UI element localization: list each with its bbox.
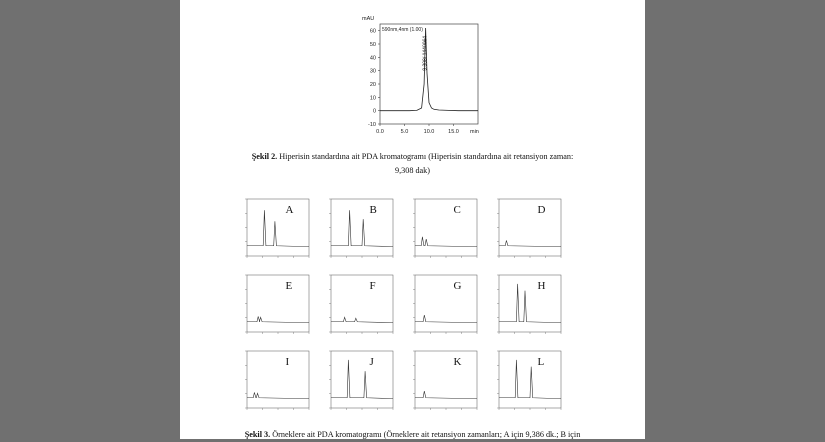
plot-frame — [380, 24, 478, 124]
panel-frame — [415, 351, 477, 408]
chromatogram-panel-i — [235, 344, 313, 416]
panel-letter: B — [369, 204, 377, 216]
x-tick-label: 5.0 — [400, 129, 409, 135]
panel-trace — [331, 210, 393, 247]
chromatogram-panel-f — [319, 268, 397, 340]
panel-trace — [331, 360, 393, 399]
panel-trace — [415, 315, 477, 323]
figure-3-grid — [235, 192, 570, 420]
figure-2-caption — [180, 150, 645, 164]
panel-trace — [415, 237, 477, 247]
x-tick-label: 0.0 — [376, 129, 384, 135]
panel-letter: E — [285, 280, 293, 292]
panel-letter: K — [453, 356, 462, 368]
panel-frame — [499, 199, 561, 256]
panel-frame — [331, 351, 393, 408]
chromatogram-panel-d — [487, 192, 565, 264]
panel-trace — [415, 391, 477, 399]
panel-frame — [415, 199, 477, 256]
panel-trace — [499, 240, 561, 246]
chromatogram-panel-b — [319, 192, 397, 264]
figure-2-chromatogram — [358, 12, 498, 144]
figure-2-caption-label: Şekil 2. — [251, 152, 278, 161]
panel-letter: H — [537, 280, 546, 292]
figure-3-caption-label: Şekil 3. — [244, 430, 271, 439]
document-page — [180, 0, 645, 439]
panel-frame — [415, 275, 477, 332]
x-tick-label: 15.0 — [448, 129, 459, 135]
figure-2-caption-line2: 9,308 dak) — [394, 166, 431, 175]
y-tick-label: 10 — [369, 95, 376, 102]
chromatogram-panel-l — [487, 344, 565, 416]
y-axis-label: mAU — [362, 16, 375, 22]
y-tick-label: 50 — [369, 42, 376, 48]
panel-trace — [331, 317, 393, 322]
x-axis-unit: min — [470, 129, 479, 135]
panel-frame — [247, 199, 309, 256]
x-tick-label: 10.0 — [423, 129, 435, 135]
figure-3-caption-text: Örneklere ait PDA kromatogramı (Örneklere ait retansiyon zamanları; A için 9,386 dk.; B için — [270, 430, 581, 439]
figure-3-caption — [180, 428, 645, 442]
peak-label: 9.308/ 1440064 — [422, 35, 429, 71]
y-tick-label: 40 — [369, 55, 376, 62]
panel-frame — [247, 275, 309, 332]
panel-letter: J — [369, 356, 374, 368]
chromatogram-panel-a — [235, 192, 313, 264]
y-tick-label: 30 — [369, 68, 376, 75]
panel-frame — [331, 199, 393, 256]
chromatogram-panel-c — [403, 192, 481, 264]
panel-frame — [499, 351, 561, 408]
figure-2-caption-text: Hiperisin standardına ait PDA kromatogramı (Hiperisin standardına ait retansiyon zaman: — [277, 152, 574, 161]
panel-trace — [499, 360, 561, 399]
panel-letter: L — [537, 356, 545, 368]
panel-frame — [499, 275, 561, 332]
y-tick-label: 0 — [372, 108, 376, 115]
chromatogram-panel-h — [487, 268, 565, 340]
y-tick-label: 60 — [369, 28, 376, 35]
chromatogram-panel-e — [235, 268, 313, 340]
panel-trace — [247, 316, 309, 322]
panel-letter: A — [285, 204, 294, 216]
panel-letter: G — [453, 280, 462, 292]
panel-trace — [499, 284, 561, 323]
panel-letter: D — [537, 204, 546, 216]
y-tick-label: -10 — [368, 122, 376, 128]
legend-label: 590nm,4nm (1.00) — [382, 27, 423, 33]
panel-letter: F — [369, 280, 376, 292]
chromatogram-panel-k — [403, 344, 481, 416]
panel-letter: I — [285, 356, 290, 368]
panel-trace — [247, 210, 309, 247]
panel-letter: C — [453, 204, 461, 216]
panel-frame — [331, 275, 393, 332]
y-tick-label: 20 — [369, 82, 376, 88]
series-line — [380, 28, 478, 111]
panel-trace — [247, 392, 309, 398]
chromatogram-panel-j — [319, 344, 397, 416]
panel-frame — [247, 351, 309, 408]
chromatogram-panel-g — [403, 268, 481, 340]
